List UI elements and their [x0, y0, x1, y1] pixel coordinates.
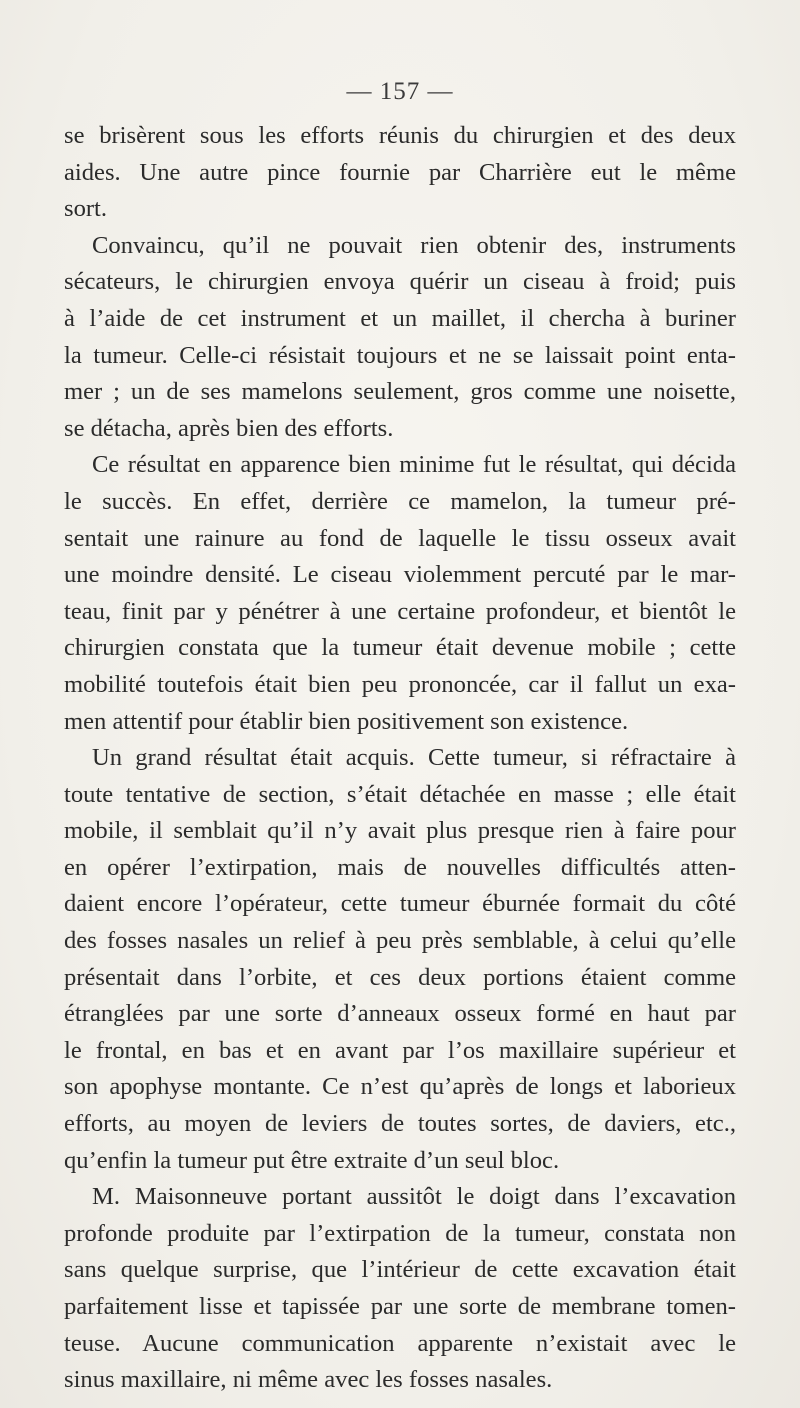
text-line: teau, finit par y pénétrer à une certaine profondeur, et bientôt le: [64, 597, 736, 625]
page-number: — 157 —: [346, 78, 454, 105]
text-line: sans quelque surprise, que l’intérieur de cette excavation était: [64, 1256, 736, 1284]
text-line: sécateurs, le chirurgien envoya quérir un ciseau à froid; puis: [64, 268, 736, 296]
text-line: mobilité toutefois était bien peu prononcée, car il fallut un exa-: [64, 670, 736, 698]
text-line: se brisèrent sous les efforts réunis du chirurgien et des deux: [64, 122, 736, 149]
text-line: Un grand résultat était acquis. Cette tumeur, si réfractaire à: [92, 744, 736, 772]
text-line: Convaincu, qu’il ne pouvait rien obtenir des, instruments: [92, 231, 736, 259]
text-line: aides. Une autre pince fournie par Charrière eut le même: [64, 158, 736, 186]
text-line: sentait une rainure au fond de laquelle le tissu osseux avait: [64, 524, 736, 552]
text-line: sort.: [64, 195, 108, 223]
text-line: qu’enfin la tumeur put être extraite d’un seul bloc.: [64, 1146, 560, 1174]
text-line: son apophyse montante. Ce n’est qu’après de longs et laborieux: [64, 1073, 736, 1101]
text-line: daient encore l’opérateur, cette tumeur éburnée formait du côté: [64, 890, 736, 918]
text-line: mobile, il semblait qu’il n’y avait plus presque rien à faire pour: [64, 817, 736, 845]
text-line: men attentif pour établir bien positivement son existence.: [64, 707, 629, 735]
text-line: présentait dans l’orbite, et ces deux portions étaient comme: [64, 963, 736, 991]
text-line: sinus maxillaire, ni même avec les fosses nasales.: [64, 1366, 553, 1394]
text-line: se détacha, après bien des efforts.: [64, 414, 394, 442]
text-line: la tumeur. Celle-ci résistait toujours et ne se laissait point enta-: [64, 341, 736, 369]
text-line: le succès. En effet, derrière ce mamelon, la tumeur pré-: [64, 487, 736, 515]
text-line: Ce résultat en apparence bien minime fut le résultat, qui décida: [92, 451, 736, 479]
text-line: toute tentative de section, s’était détachée en masse ; elle était: [64, 780, 736, 808]
text-line: étranglées par une sorte d’anneaux osseux formé en haut par: [64, 1000, 736, 1028]
text-line: efforts, au moyen de leviers de toutes sortes, de daviers, etc.,: [64, 1110, 736, 1138]
text-line: à l’aide de cet instrument et un maillet, il chercha à buriner: [64, 304, 736, 332]
body-text: [64, 118, 736, 1399]
text-line: en opérer l’extirpation, mais de nouvelles difficultés atten-: [64, 853, 736, 881]
text-line: M. Maisonneuve portant aussitôt le doigt dans l’excavation: [92, 1183, 736, 1211]
text-line: profonde produite par l’extirpation de la tumeur, constata non: [64, 1219, 736, 1247]
text-line: chirurgien constata que la tumeur était devenue mobile ; cette: [64, 634, 736, 662]
text-line: teuse. Aucune communication apparente n’existait avec le: [64, 1329, 736, 1357]
text-line: parfaitement lisse et tapissée par une sorte de membrane tomen-: [64, 1293, 736, 1320]
text-line: des fosses nasales un relief à peu près semblable, à celui qu’elle: [64, 927, 736, 955]
text-line: le frontal, en bas et en avant par l’os maxillaire supérieur et: [64, 1036, 736, 1064]
text-line: mer ; un de ses mamelons seulement, gros comme une noisette,: [64, 378, 736, 406]
text-line: une moindre densité. Le ciseau violemment percuté par le mar-: [64, 561, 736, 589]
